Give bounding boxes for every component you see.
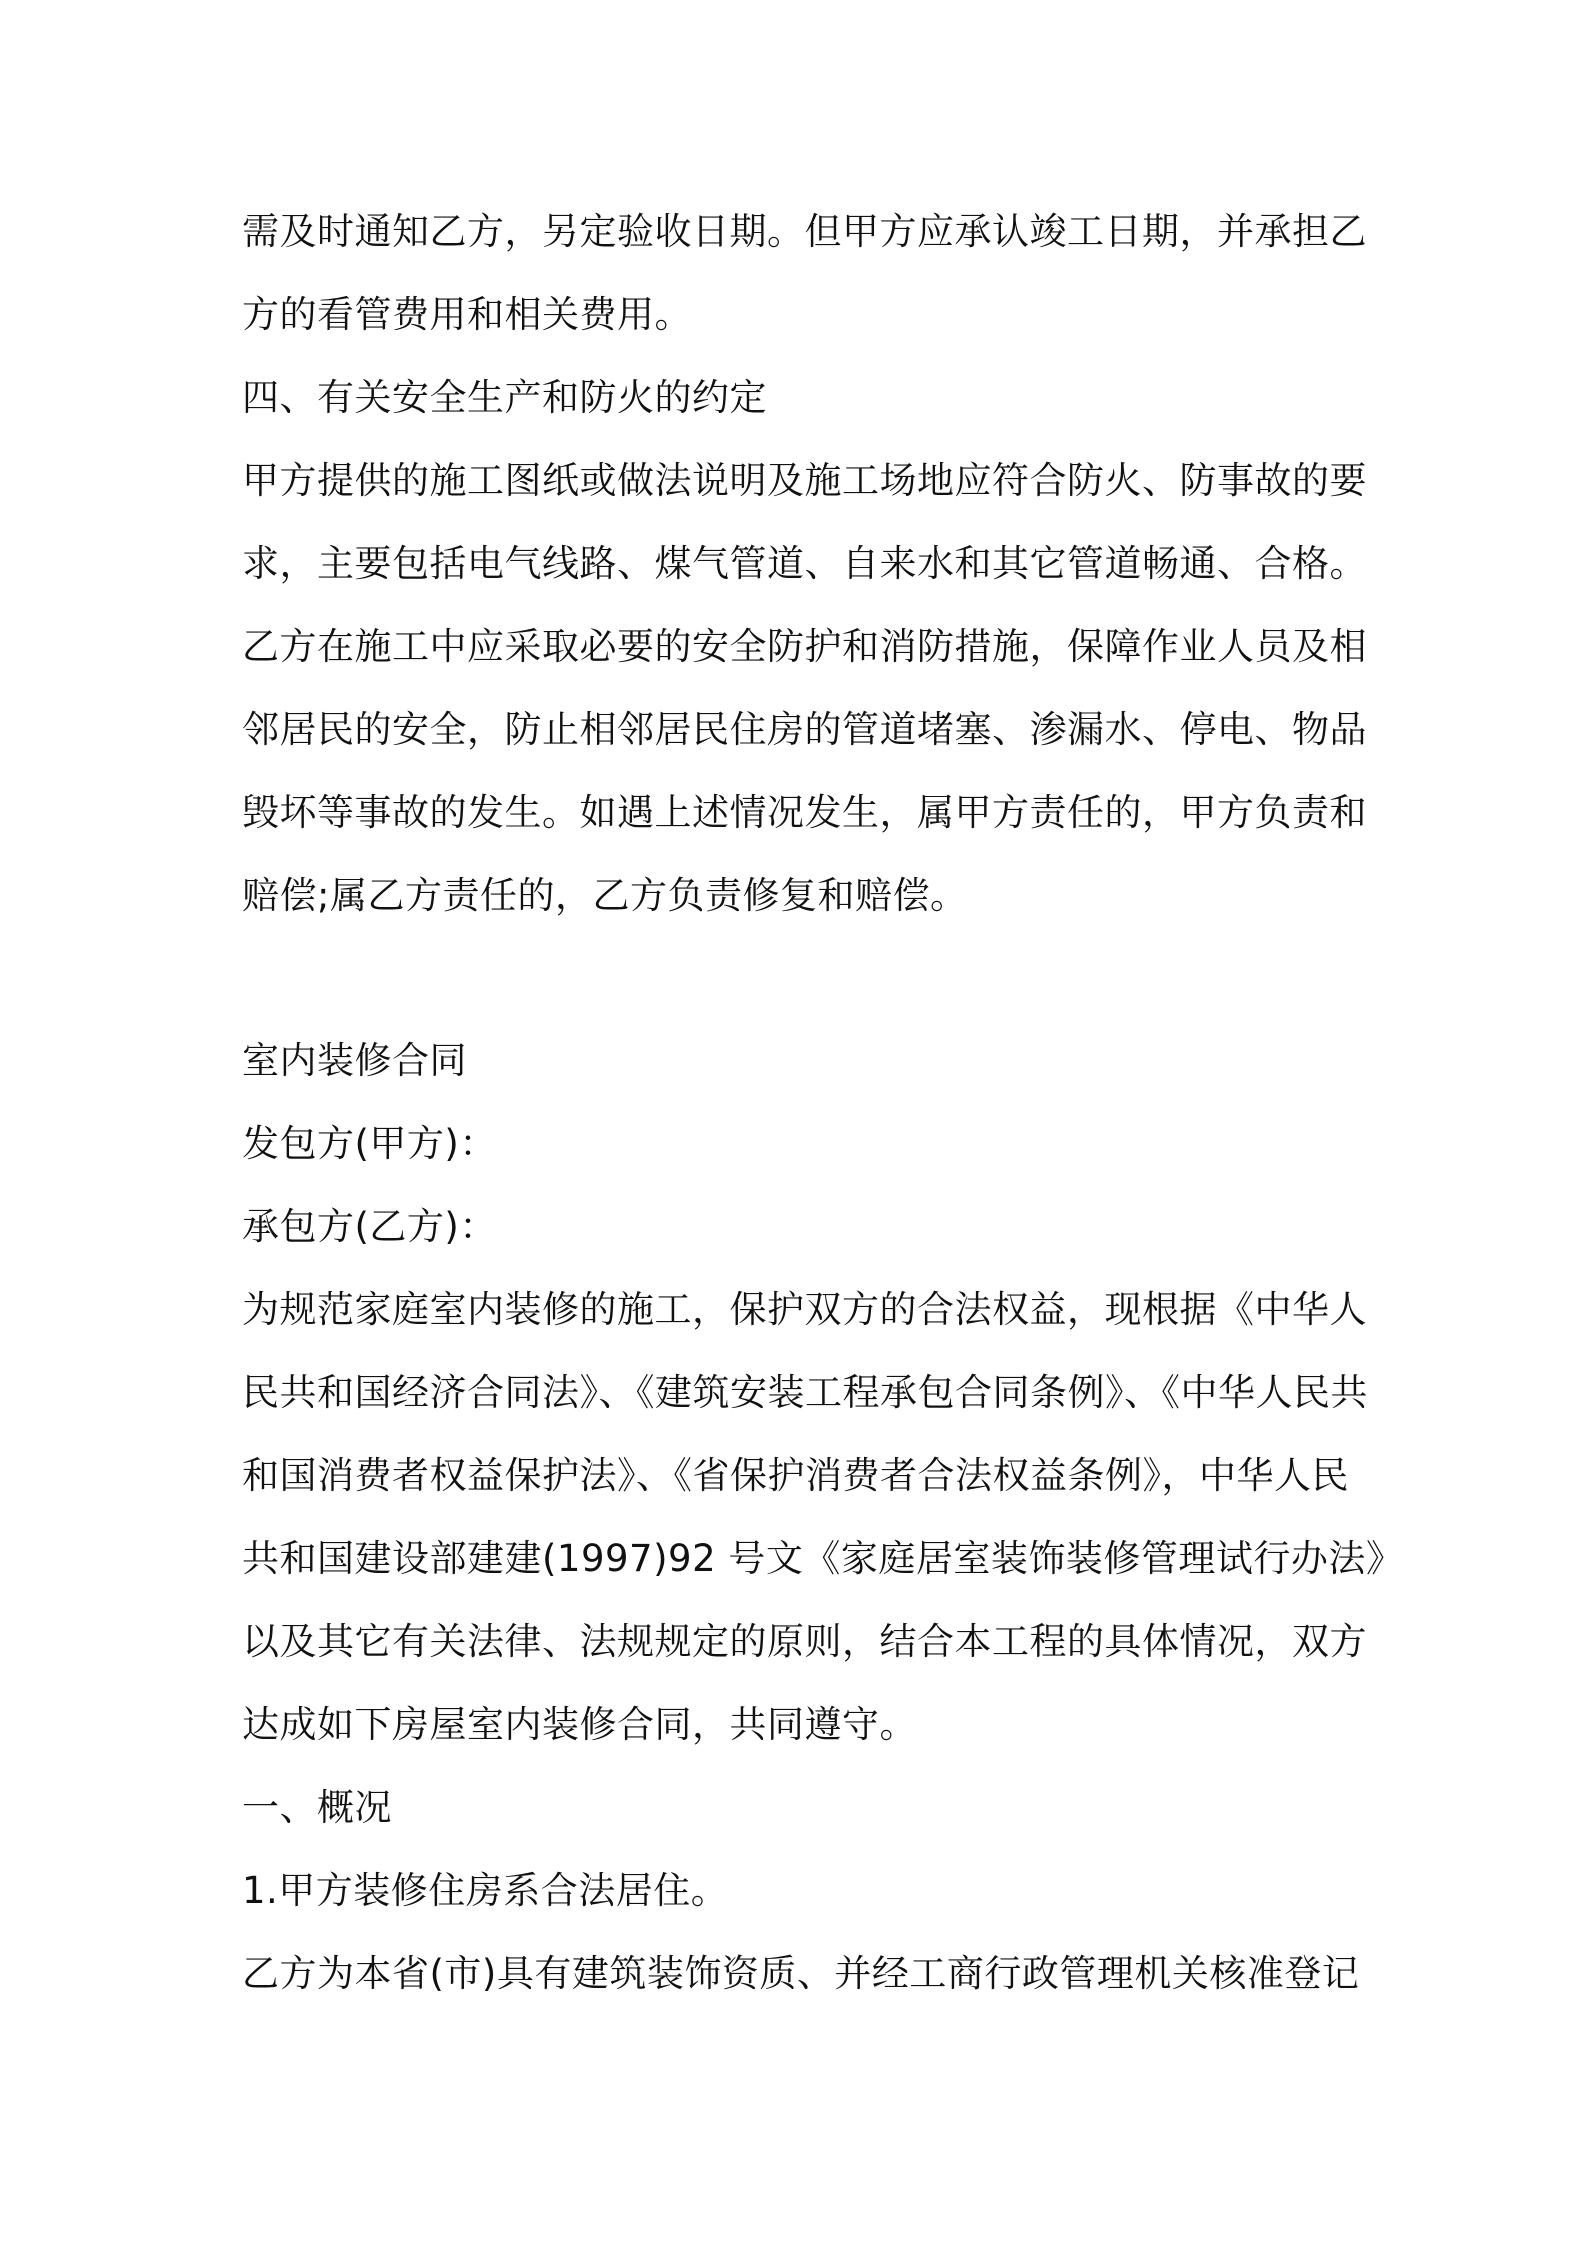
paragraph-line: 共和国建设部建建(1997)92 号文《家庭居室装饰装修管理试行办法》 — [242, 1537, 1404, 1580]
paragraph-line: 1.甲方装修住房系合法居住。 — [242, 1869, 729, 1912]
paragraph-line: 方的看管费用和相关费用。 — [242, 293, 692, 336]
paragraph-line: 赔偿;属乙方责任的，乙方负责修复和赔偿。 — [242, 874, 968, 917]
paragraph-line: 以及其它有关法律、法规规定的原则，结合本工程的具体情况，双方 — [242, 1620, 1367, 1663]
section-heading: 一、概况 — [242, 1786, 392, 1829]
paragraph-line: 毁坏等事故的发生。如遇上述情况发生，属甲方责任的，甲方负责和 — [242, 791, 1367, 834]
party-a-label: 发包方(甲方)： — [242, 1122, 497, 1165]
paragraph-line: 和国消费者权益保护法》、《省保护消费者合法权益条例》，中华人民 — [242, 1454, 1349, 1497]
section-heading: 四、有关安全生产和防火的约定 — [242, 376, 767, 419]
paragraph-line: 达成如下房屋室内装修合同，共同遵守。 — [242, 1703, 917, 1746]
paragraph-line: 邻居民的安全，防止相邻居民住房的管道堵塞、渗漏水、停电、物品 — [242, 708, 1367, 751]
paragraph-line: 乙方在施工中应采取必要的安全防护和消防措施，保障作业人员及相 — [242, 625, 1367, 668]
paragraph-line: 求，主要包括电气线路、煤气管道、自来水和其它管道畅通、合格。 — [242, 542, 1367, 585]
paragraph-line: 需及时通知乙方，另定验收日期。但甲方应承认竣工日期，并承担乙 — [242, 210, 1367, 253]
party-b-label: 承包方(乙方)： — [242, 1205, 497, 1248]
paragraph-line: 乙方为本省(市)具有建筑装饰资质、并经工商行政管理机关核准登记 — [242, 1952, 1360, 1995]
paragraph-line: 为规范家庭室内装修的施工，保护双方的合法权益，现根据《中华人 — [242, 1288, 1367, 1331]
paragraph-line: 民共和国经济合同法》、《建筑安装工程承包合同条例》、《中华人民共 — [242, 1371, 1368, 1414]
contract-title: 室内装修合同 — [242, 1039, 467, 1082]
paragraph-line: 甲方提供的施工图纸或做法说明及施工场地应符合防火、防事故的要 — [242, 459, 1367, 502]
